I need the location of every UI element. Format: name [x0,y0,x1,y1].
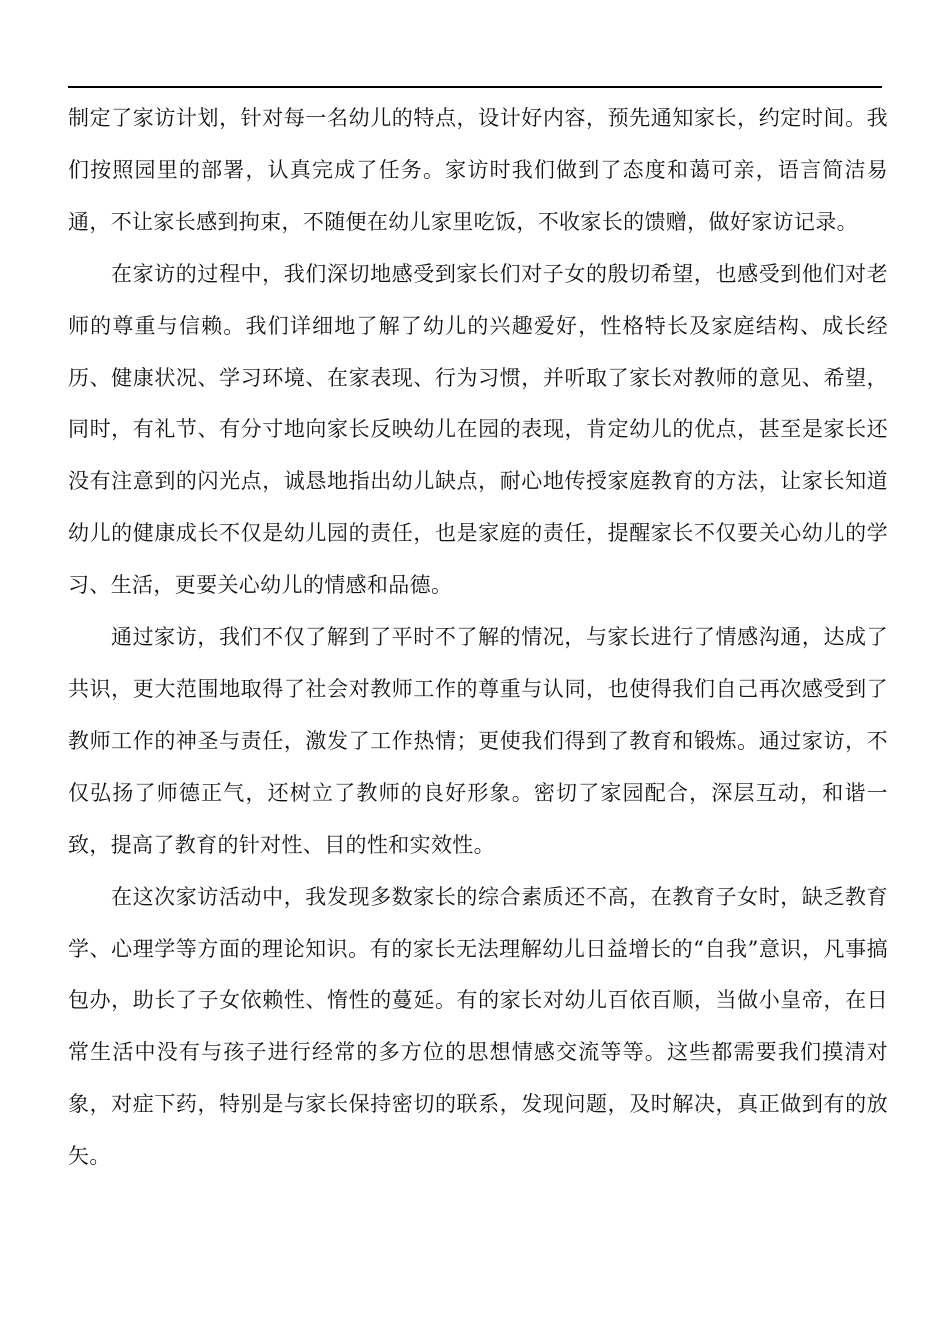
header-rule [68,86,882,88]
paragraph-1: 制定了家访计划，针对每一名幼儿的特点，设计好内容，预先通知家长，约定时间。我们按照园里的部署，认真完成了任务。家访时我们做到了态度和蔼可亲，语言简洁易通，不让家长感到拘束，不随便在幼儿家里吃饭，不收家长的馈赠，做好家访记录。 [68,106,888,234]
paragraph-2: 在家访的过程中，我们深切地感受到家长们对子女的殷切希望，也感受到他们对老师的尊重与信赖。我们详细地了解了幼儿的兴趣爱好，性格特长及家庭结构、成长经历、健康状况、学习环境、在家表现、行为习惯，并听取了家长对教师的意见、希望，同时，有礼节、有分寸地向家长反映幼儿在园的表现，肯定幼儿的优点，甚至是家长还没有注意到的闪光点，诚恳地指出幼儿缺点，耐心地传授家庭教育的方法，让家长知道幼儿的健康成长不仅是幼儿园的责任，也是家庭的责任，提醒家长不仅要关心幼儿的学习、生活，更要关心幼儿的情感和品德。 [68,261,888,598]
paragraph-4: 在这次家访活动中，我发现多数家长的综合素质还不高，在教育子女时，缺乏教育学、心理学等方面的理论知识。有的家长无法理解幼儿日益增长的“自我”意识，凡事搞包办，助长了子女依赖性、惰性的蔓延。有的家长对幼儿百依百顺，当做小皇帝，在日常生活中没有与孩子进行经常的多方位的思想情感交流等等。这些都需要我们摸清对象，对症下药，特别是与家长保持密切的联系，发现问题，及时解决，真正做到有的放矢。 [68,884,888,1169]
paragraph-3: 通过家访，我们不仅了解到了平时不了解的情况，与家长进行了情感沟通，达成了共识，更大范围地取得了社会对教师工作的尊重与认同，也使得我们自己再次感受到了教师工作的神圣与责任，激发了工作热情；更使我们得到了教育和锻炼。通过家访，不仅弘扬了师德正气，还树立了教师的良好形象。密切了家园配合，深层互动，和谐一致，提高了教育的针对性、目的性和实效性。 [68,625,888,857]
document-body [68,93,888,1183]
